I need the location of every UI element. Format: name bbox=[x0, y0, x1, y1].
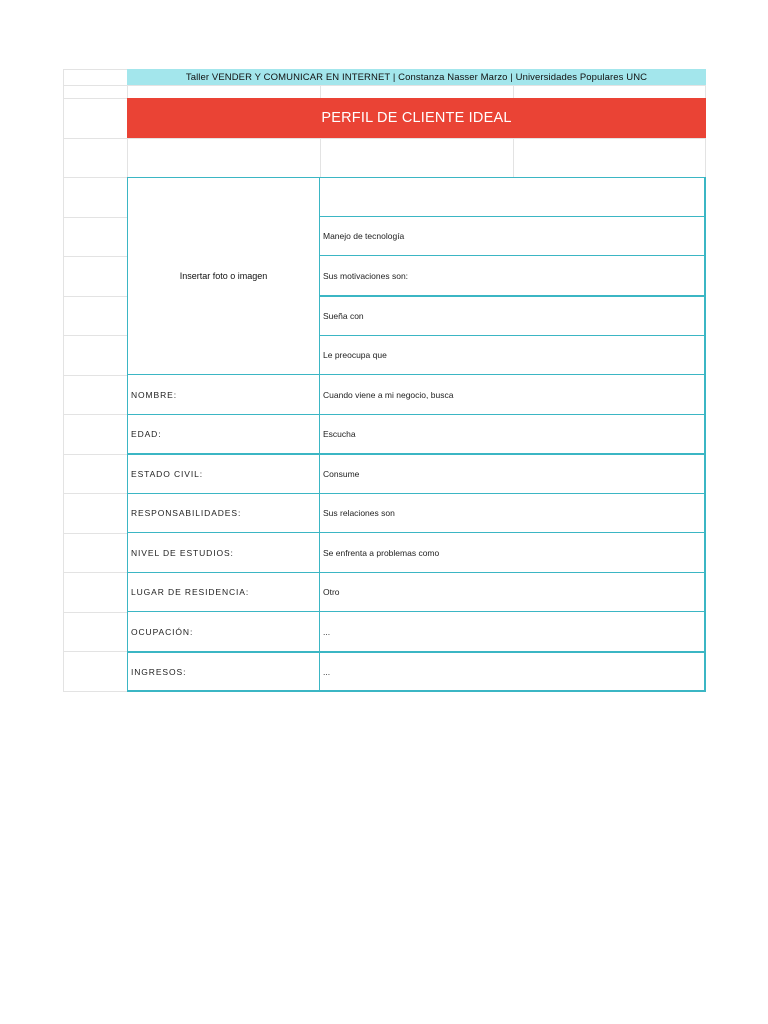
grid-row-4 bbox=[63, 138, 706, 139]
right-row-relationships[interactable]: Sus relaciones son bbox=[323, 508, 395, 518]
right-row-ellipsis-1[interactable]: ... bbox=[323, 626, 331, 637]
box-border-bottom bbox=[127, 690, 706, 692]
grid-row-17 bbox=[63, 651, 127, 652]
grid-row-18 bbox=[63, 691, 127, 692]
page-title: PERFIL DE CLIENTE IDEAL bbox=[127, 98, 706, 138]
photo-placeholder[interactable]: Insertar foto o imagen bbox=[179, 271, 268, 281]
field-education[interactable]: NIVEL DE ESTUDIOS: bbox=[131, 547, 234, 558]
grid-row-7 bbox=[63, 256, 127, 257]
right-row-0[interactable] bbox=[320, 177, 704, 216]
grid-row-16 bbox=[63, 612, 127, 613]
grid-row-6 bbox=[63, 217, 127, 218]
right-row-consumes[interactable]: Consume bbox=[323, 469, 360, 479]
field-residence[interactable]: LUGAR DE RESIDENCIA: bbox=[131, 587, 250, 597]
field-marital-status[interactable]: ESTADO CIVIL: bbox=[131, 469, 204, 479]
field-name[interactable]: NOMBRE: bbox=[131, 389, 177, 400]
grid-col-a-left bbox=[63, 69, 64, 691]
grid-row-11 bbox=[63, 414, 127, 415]
right-row-worries[interactable]: Le preocupa que bbox=[323, 350, 387, 360]
grid-row-13 bbox=[63, 493, 127, 494]
grid-row-2 bbox=[63, 85, 706, 86]
field-age[interactable]: EDAD: bbox=[131, 429, 162, 439]
grid-row-15 bbox=[63, 572, 127, 573]
grid-row-8 bbox=[63, 296, 127, 297]
grid-row-12 bbox=[63, 454, 127, 455]
field-responsibilities[interactable]: RESPONSABILIDADES: bbox=[131, 508, 242, 518]
grid-row-14 bbox=[63, 533, 127, 534]
right-row-dreams[interactable]: Sueña con bbox=[323, 311, 364, 321]
right-row-other[interactable]: Otro bbox=[323, 587, 340, 597]
field-income[interactable]: INGRESOS: bbox=[131, 666, 187, 677]
field-occupation[interactable]: OCUPACIÓN: bbox=[131, 626, 194, 637]
course-banner: Taller VENDER Y COMUNICAR EN INTERNET | Constanza Nasser Marzo | Universidades Populares UNC bbox=[127, 69, 706, 85]
right-row-ellipsis-2[interactable]: ... bbox=[323, 666, 331, 677]
grid-row-9 bbox=[63, 335, 127, 336]
right-row-listens[interactable]: Escucha bbox=[323, 429, 356, 439]
right-row-seeks[interactable]: Cuando viene a mi negocio, busca bbox=[323, 389, 454, 400]
right-row-motivations[interactable]: Sus motivaciones son: bbox=[323, 270, 409, 281]
right-row-problems[interactable]: Se enfrenta a problemas como bbox=[323, 547, 440, 558]
grid-row-10 bbox=[63, 375, 127, 376]
right-row-technology[interactable]: Manejo de tecnología bbox=[323, 231, 405, 241]
